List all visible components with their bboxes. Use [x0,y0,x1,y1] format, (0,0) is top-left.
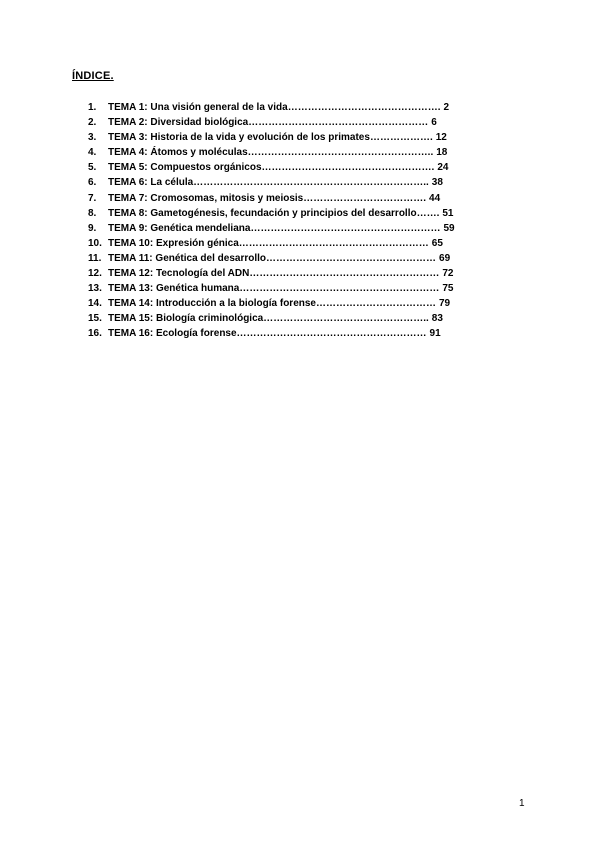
toc-entry-leader: ……………………………………………… [248,117,429,129]
toc-entry-page: 6 [431,117,437,129]
toc-entry-label: TEMA 1: Una visión general de la vida [108,102,288,113]
toc-entry-number: 1. [88,102,97,113]
toc-entry-leader: ………………………………………………… [249,268,440,280]
toc-entry-page: 79 [439,298,451,310]
toc-entry-leader: ………………. [369,132,433,144]
toc-entry-page: 75 [442,283,454,295]
toc-entry-number: 11. [88,252,102,264]
toc-entry[interactable] [88,115,498,130]
toc-entry-number: 15. [88,313,102,325]
toc-entry-number: 3. [88,132,97,144]
toc-entry-label: TEMA 6: La célula [108,177,194,189]
toc-entry-number: 7. [88,192,97,204]
toc-entry[interactable] [88,296,498,311]
toc-entry-number: 5. [88,162,97,174]
toc-entry-page: 51 [442,207,454,219]
toc-entry-label: TEMA 12: Tecnología del ADN [108,268,250,280]
toc-entry[interactable] [88,281,498,296]
toc-entry[interactable] [88,145,498,160]
toc-entry-number: 13. [88,283,102,295]
toc-entry[interactable] [88,130,498,145]
toc-entry-page: 44 [429,192,441,204]
toc-entry-number: 6. [88,177,97,189]
toc-entry[interactable] [88,251,498,266]
toc-entry-number: 8. [88,207,97,219]
toc-entry-page: 83 [431,313,443,325]
toc-entry-leader: ……………………………… [316,298,436,310]
toc-entry-page: 24 [437,162,449,174]
toc-entry-page: 38 [431,177,443,189]
toc-entry-leader: ……………………………………………. [261,162,435,174]
toc-entry-leader: ………………………………………. [287,102,441,113]
toc-entry-page: 12 [435,132,447,144]
toc-entry-label: TEMA 7: Cromosomas, mitosis y meiosis [108,192,304,204]
toc-entry-label: TEMA 14: Introducción a la biología forense [108,298,316,310]
toc-entry-label: TEMA 15: Biología criminológica [108,313,264,325]
toc-entry-label: TEMA 10: Expresión génica [108,237,239,249]
toc-entry-leader: ………………………………………………… [236,328,427,340]
table-of-contents [88,100,498,342]
toc-entry-leader: ………………………………………….. [263,313,429,325]
toc-entry-page: 59 [443,222,455,234]
toc-entry-leader: …………………………………………………… [239,283,440,295]
toc-entry-leader: …………………………………………… [266,252,437,264]
toc-entry-number: 9. [88,222,97,234]
toc-entry-number: 16. [88,328,102,340]
toc-entry[interactable] [88,100,498,115]
toc-entry-number: 4. [88,147,97,159]
toc-entry-label: TEMA 2: Diversidad biológica [108,117,249,129]
toc-entry-label: TEMA 5: Compuestos orgánicos [108,162,262,174]
page-title: ÍNDICE. [72,70,114,82]
toc-entry-page: 18 [436,147,448,159]
toc-entry-label: TEMA 11: Genética del desarrollo [108,252,267,264]
toc-entry[interactable] [88,326,498,341]
toc-entry[interactable] [88,311,498,326]
toc-entry-leader: …………………………………………………………….. [193,177,429,189]
page-number: 1 [519,798,525,809]
toc-entry-page: 65 [431,237,443,249]
toc-entry-label: TEMA 4: Átomos y moléculas [108,147,248,159]
toc-entry-leader: ………………………………………………… [250,222,441,234]
toc-entry-label: TEMA 9: Genética mendeliana [108,222,251,234]
toc-entry-leader: ……………………………………………….. [247,147,434,159]
toc-entry-page: 72 [442,268,454,280]
toc-entry[interactable] [88,191,498,206]
toc-entry-leader: ………………………………. [303,192,427,204]
toc-entry-number: 10. [88,237,102,249]
toc-entry-page: 91 [429,328,441,340]
toc-entry-label: TEMA 16: Ecología forense [108,328,237,340]
toc-entry-number: 14. [88,298,102,310]
toc-entry-number: 2. [88,117,97,129]
toc-entry-label: TEMA 13: Genética humana [108,283,240,295]
toc-entry-leader: ………………………………………………… [238,237,429,249]
toc-entry[interactable] [88,266,498,281]
toc-entry-number: 12. [88,268,102,280]
toc-entry-leader: ……. [416,207,440,219]
toc-entry[interactable] [88,236,498,251]
toc-entry-label: TEMA 8: Gametogénesis, fecundación y principios del desarrollo [108,207,417,219]
toc-entry[interactable] [88,175,498,190]
toc-entry[interactable] [88,160,498,175]
toc-entry-label: TEMA 3: Historia de la vida y evolución de los primates [108,132,370,144]
toc-entry[interactable] [88,206,498,221]
toc-entry[interactable] [88,221,498,236]
toc-entry-page: 2 [443,102,450,113]
toc-entry-page: 69 [439,252,451,264]
